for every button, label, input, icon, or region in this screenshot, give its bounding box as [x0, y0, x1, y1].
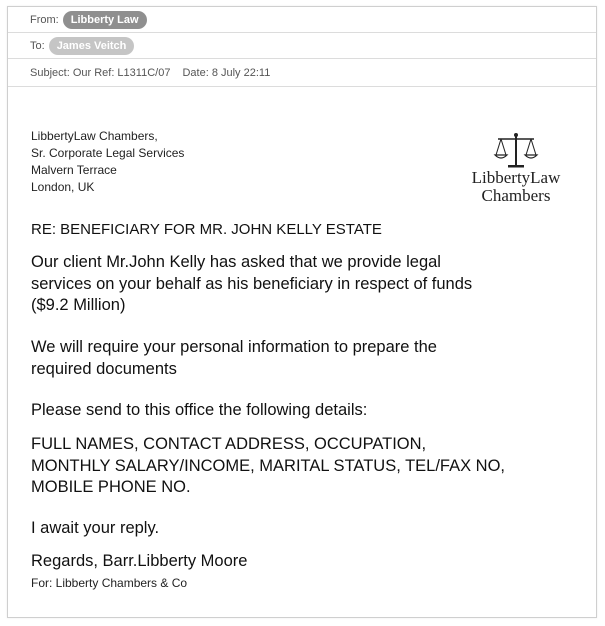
to-recipient-pill[interactable]: James Veitch	[49, 37, 135, 55]
signoff-company: For: Libberty Chambers & Co	[31, 576, 188, 590]
paragraph-details-list	[31, 434, 571, 499]
logo-name: LibbertyLaw	[471, 168, 561, 187]
logo-subtitle: Chambers	[481, 186, 551, 205]
subject-label: Subject:	[30, 66, 70, 79]
address-line: Malvern Terrace	[31, 163, 117, 177]
from-sender-pill[interactable]: Libberty Law	[63, 11, 147, 29]
address-line: LibbertyLaw Chambers,	[31, 129, 158, 143]
from-label: From:	[30, 13, 59, 26]
subject-row	[8, 59, 596, 87]
paragraph-line: FULL NAMES, CONTACT ADDRESS, OCCUPATION,	[31, 435, 427, 453]
from-row	[8, 7, 596, 33]
subject-value: Our Ref: L1311C/07	[72, 66, 171, 79]
date-label: Date:	[182, 66, 209, 79]
paragraph-info-required	[31, 337, 571, 380]
to-row	[8, 33, 596, 59]
firm-logo	[456, 131, 576, 205]
address-line: Sr. Corporate Legal Services	[31, 146, 185, 160]
paragraph-line: Our client Mr.John Kelly has asked that we provide legal	[31, 253, 441, 271]
date-value: 8 July 22:11	[211, 66, 271, 79]
sender-address	[31, 128, 184, 196]
re-line: RE: BENEFICIARY FOR MR. JOHN KELLY ESTATE	[31, 221, 382, 238]
paragraph-client-request	[31, 252, 571, 317]
address-line: London, UK	[31, 180, 95, 194]
paragraph-await-reply: I await your reply.	[31, 519, 160, 537]
paragraph-line: services on your behalf as his beneficiary in respect of funds	[31, 274, 473, 293]
paragraph-line: required documents	[31, 359, 177, 378]
paragraph-line: MOBILE PHONE NO.	[31, 478, 191, 496]
email-window	[7, 6, 597, 618]
signoff: Regards, Barr.Libberty Moore	[31, 552, 248, 570]
to-label: To:	[30, 39, 45, 52]
paragraph-line: ($9.2 Million)	[31, 296, 126, 314]
paragraph-send-details: Please send to this office the following details:	[31, 401, 368, 419]
paragraph-line: MONTHLY SALARY/INCOME, MARITAL STATUS, TEL/FAX NO,	[31, 456, 506, 475]
scales-of-justice-icon	[493, 131, 539, 169]
paragraph-line: We will require your personal information to prepare the	[31, 338, 437, 356]
